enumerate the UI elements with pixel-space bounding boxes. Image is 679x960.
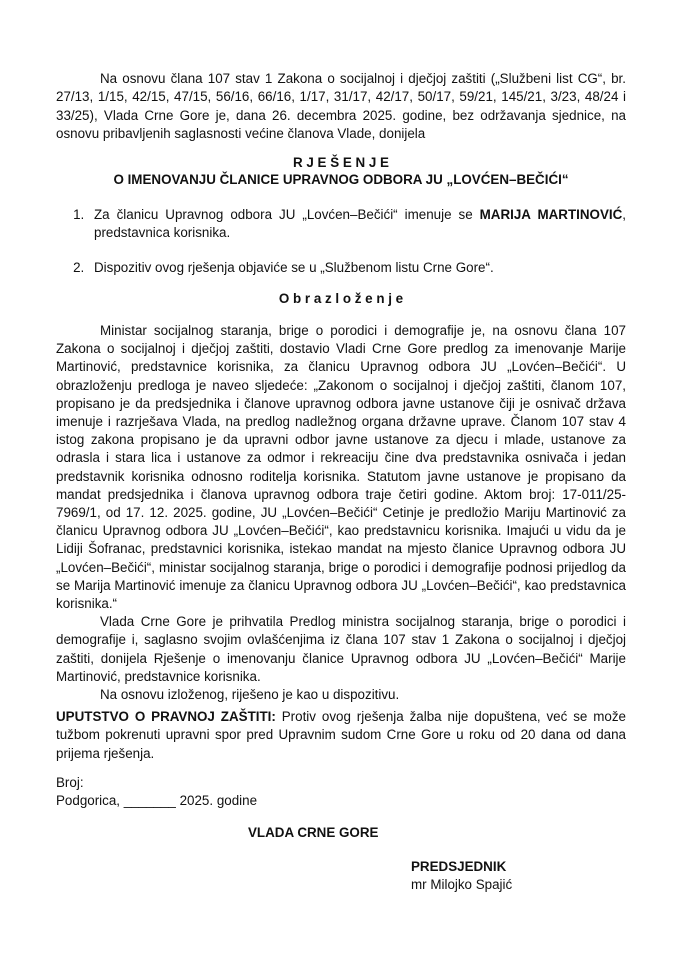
preamble: Na osnovu člana 107 stav 1 Zakona o socijalnoj i dječjoj zaštiti („Službeni list CG“, br. 27/13, 1/15, 42/15, 47/15, 56/16, 66/16, 1/17, 31/17, 42/17, 50/17, 59/21, 145/21, 3/23, 48/24 i 33/25), Vlada Crne Gore je, dana 26. decembra 2025. godine, bez održavanja sjednice, na osnovu pribavljenih saglasnosti većine članova Vlade, donijela [56, 71, 626, 142]
appointee-name: MARIJA MARTINOVIĆ [479, 207, 623, 222]
reasoning-paragraph: Vlada Crne Gore je prihvatila Predlog ministra socijalnog staranja, brige o porodici i demografije i, saglasno svojim ovlašćenjima iz člana 107 stav 1 Zakona o socijalnoj i dječjoj zaštiti, donijela Rješenje o imenovanju članice Upravnog odbora JU „Lovćen–Bečići“ Marije Martinović, predstavnice korisnika. [56, 614, 626, 684]
document-title: R J E Š E N J E [292, 155, 389, 170]
disposition-item: 2. Dispozitiv ovog rješenja objaviće se u „Službenom listu Crne Gore“. [88, 259, 626, 277]
issuer: VLADA CRNE GORE [248, 825, 379, 840]
disposition-list [56, 206, 626, 277]
document-subtitle: O IMENOVANJU ČLANICE UPRAVNOG ODBORA JU „LOVĆEN–BEČIĆI“ [113, 172, 569, 187]
reasoning-title: O b r a z l o ž e n j e [278, 291, 404, 306]
reasoning [56, 322, 626, 704]
item-text: Za članicu Upravnog odbora JU „Lovćen–Bečići“ imenuje se [94, 207, 480, 222]
signatory-name: mr Milojko Spajić [411, 877, 513, 892]
reasoning-paragraph: Na osnovu izloženog, riješeno je kao u dispozitivu. [100, 687, 400, 703]
signatory-title: PREDSJEDNIK [411, 859, 507, 874]
item-text: , predstavnica korisnika. [94, 207, 627, 241]
disposition-item [88, 206, 626, 243]
reasoning-paragraph: Ministar socijalnog staranja, brige o porodici i demografije je, na osnovu člana 107 Zakona o socijalnoj i dječjoj zaštiti, dostavio Vladi Crne Gore predlog za imenovanje Marije Martinović, predstavnice korisnika, za članicu Upravnog odbora JU „Lovćen–Bečići“. U obrazloženju predloga je naveo sljedeće: „Zakonom o socijalnoj i dječjoj zaštiti, članom 107, propisano je da predsjednika i članove upravnog odbora javne ustanove čiji je osnivač država imenuje i razrješava Vlada, na predlog nadležnog organa državne uprave. Članom 107 stav 4 istog zakona propisano je da upravni odbor javne ustanove za djecu i mlade, ustanove za odrasla i stara lica i ustanove za odmor i rekreaciju čine dva predstavnika osnivača i jedan predstavnik korisnika odnosno roditelja korisnika. Statutom javne ustanove je propisano da mandat predsjednika i članova upravnog odbora traje četiri godine. Aktom broj: 17-011/25-7969/1, od 17. 12. 2025. godine, JU „Lovćen–Bečići“ Cetinje je predložio Mariju Martinović za članicu Upravnog odbora JU „Lovćen–Bečići“, kao predstavnicu korisnika. Imajući u vidu da je Lidiji Šofranac, predstavnici korisnika, istekao mandat na mjesto članice Upravnog odbora JU „Lovćen–Bečići“, ministar socijalnog staranja, brige o porodici i demografije podnosi prijedlog da se Marija Martinović imenuje za članicu Upravnog odbora JU „Lovćen–Bečići“, kao predstavnica korisnika.“ [56, 323, 626, 612]
reference-number: Broj: [56, 775, 84, 790]
place-date: Podgorica, _______ 2025. godine [56, 793, 258, 808]
legal-remedy [56, 708, 626, 763]
legal-remedy-label: UPUTSTVO O PRAVNOJ ZAŠTITI: [56, 709, 276, 724]
legal-remedy-text: Protiv ovog rješenja žalba nije dopuštena, već se može tužbom pokrenuti upravni spor pred Upravnim sudom Crne Gore u roku od 20 dana od dana prijema rješenja. [56, 709, 626, 761]
